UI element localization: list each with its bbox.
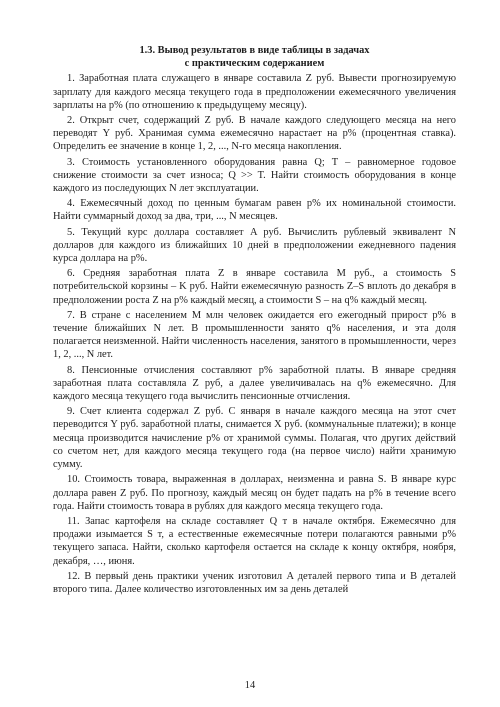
- section-title-line1: 1.3. Вывод результатов в виде таблицы в задачах: [139, 45, 370, 56]
- task-text: В первый день практики ученик изготовил A деталей первого типа и B деталей второго типа. Далее количество изготовленных им за день деталей: [53, 570, 456, 595]
- task-number: 10.: [67, 474, 80, 486]
- task-text: Запас картофеля на складе составляет Q т в начале октября. Ежемесячно для продажи изымается S т, а естественные ежемесячные потери полагаются равными p% текущего запаса. Найти, сколько картофеля остается на складе к концу октября, ноября, декабря, …, июня.: [53, 515, 456, 567]
- task-text: Заработная плата служащего в январе составила Z руб. Вывести прогнозируемую зарплату для каждого месяца текущего года в предположении ежемесячного увеличения зарплаты на p% (по отношению к предыдущему месяцу).: [53, 73, 457, 111]
- task-number: 4.: [67, 198, 75, 210]
- task-item: [53, 197, 456, 223]
- task-text: Ежемесячный доход по ценным бумагам равен p% их номинальной стоимости. Найти суммарный доход за два, три, ..., N месяцев.: [53, 198, 456, 223]
- task-number: 1.: [67, 73, 75, 85]
- task-item: [53, 156, 456, 196]
- task-item: [53, 114, 456, 154]
- task-text: Счет клиента содержал Z руб. С января в начале каждого месяца на этот счет переводится Y руб. заработной платы, снимается X руб. (коммунальные платежи); в конце месяца производится начисление p% от хранимой суммы. Полагая, что других действий со счетом нет, для каждого месяца текущего года (на первое число) найти хранимую сумму.: [53, 406, 456, 471]
- task-number: 6.: [67, 268, 75, 280]
- task-item: [53, 267, 456, 307]
- task-item: [53, 405, 456, 471]
- task-item: [53, 515, 456, 568]
- task-number: 3.: [67, 156, 75, 168]
- task-number: 5.: [67, 226, 75, 238]
- section-heading: [53, 44, 456, 70]
- task-text: Стоимость товара, выраженная в долларах, неизменна и равна S. В январе курс доллара равен Z руб. По прогнозу, каждый месяц он будет падать на p% в течение всего года. Найти стоимость товара в рублях для каждого месяца текущего года.: [53, 474, 456, 512]
- task-number: 11.: [67, 515, 80, 527]
- page-number: 14: [244, 680, 256, 691]
- task-list: [53, 72, 456, 596]
- task-text: Открыт счет, содержащий Z руб. В начале каждого следующего месяца на него переводят Y руб. Хранимая сумма ежемесячно нарастает на p% (процентная ставка). Определить ее значение в конце 1, 2, ..., N-го месяца накопления.: [53, 115, 457, 153]
- task-number: 12.: [67, 570, 80, 582]
- task-item: [53, 364, 456, 404]
- section-title-line2: с практическим содержанием: [184, 58, 325, 70]
- task-item: [53, 72, 456, 112]
- task-number: 9.: [67, 406, 75, 418]
- task-number: 7.: [67, 309, 75, 321]
- task-text: Текущий курс доллара составляет A руб. Вычислить рублевый эквивалент N долларов для каждого из ближайших 10 дней в предположении ежедневного падения курса доллара на p%.: [53, 226, 457, 265]
- task-text: Пенсионные отчисления составляют p% заработной платы. В январе средняя заработная плата составляла Z руб, а далее увеличивалась на q% ежемесячно. Для каждого месяца текущего года вычислить пенсионные отчисления.: [53, 364, 456, 403]
- task-number: 2.: [67, 115, 75, 127]
- task-item: [53, 309, 456, 362]
- task-text: Стоимость установленного оборудования равна Q; T – равномерное годовое снижение стоимости за счет износа; Q >> T. Найти стоимость оборудования в конце каждого из последующих N лет эксплуатации.: [53, 156, 456, 195]
- task-number: 8.: [67, 364, 75, 376]
- task-item: [53, 473, 456, 513]
- task-item: [53, 226, 456, 266]
- task-item: [53, 570, 456, 596]
- task-text: Средняя заработная плата Z в январе составила M руб., а стоимость S потребительской корзины – K руб. Найти ежемесячную разность Z–S вплоть до декабря в предположении роста Z на p% каждый месяц, а стоимости S – на q% каждый месяц.: [53, 268, 456, 306]
- task-text: В стране с населением M млн человек ожидается его ежегодный прирост p% в течение ближайших N лет. В промышленности занято q% населения, и эта доля полагается неизменной. Найти численность населения, занятого в промышленности, через 1, 2, ..., N лет.: [53, 309, 456, 361]
